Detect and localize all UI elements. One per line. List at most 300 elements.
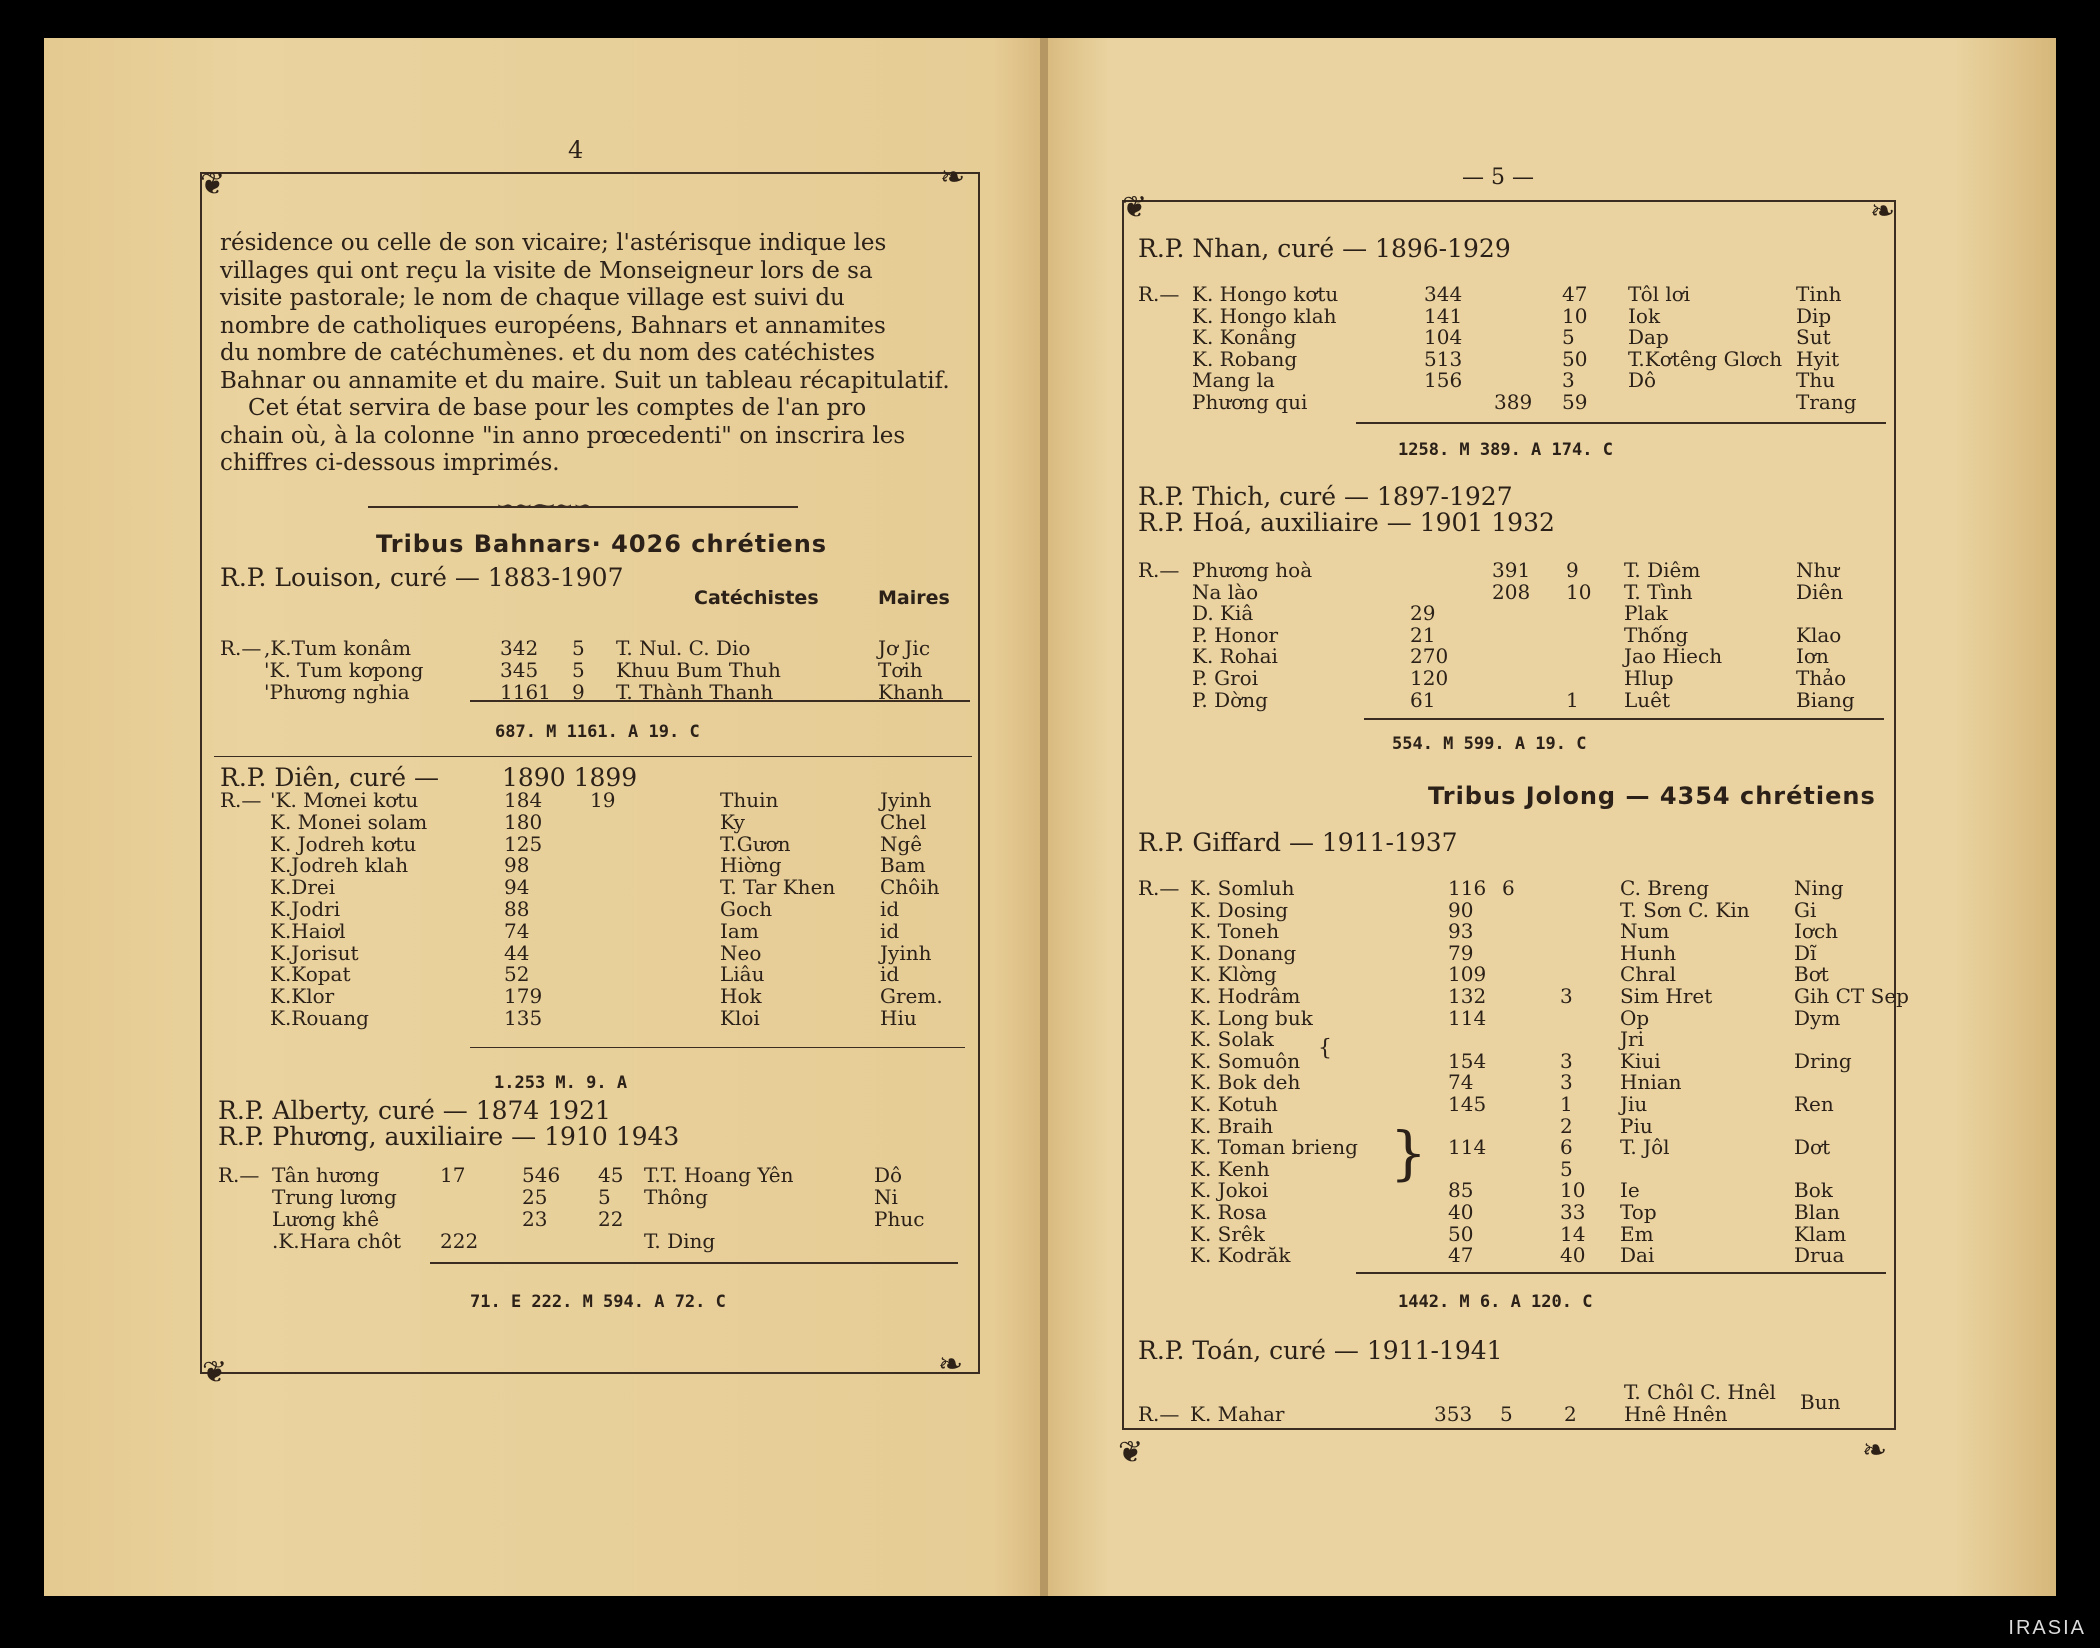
cell-a: 180 <box>504 809 543 834</box>
cell-cat: Piu <box>1620 1113 1653 1138</box>
cell-cat: T. Tar Khen <box>720 875 836 900</box>
table-row <box>0 1178 2100 1203</box>
cell-cat: Neo <box>720 940 762 965</box>
cell-maire: Dring <box>1794 1048 1852 1073</box>
cell-maire: Tơih <box>878 658 923 682</box>
corner-ornament-icon: ❧ <box>940 160 966 195</box>
cell-c: 33 <box>1560 1200 1586 1224</box>
cell-village: K. Monei solam <box>270 809 428 834</box>
cell-b: 19 <box>590 788 616 812</box>
cell-cat: T.T. Hoang Yên <box>644 1163 794 1187</box>
column-header-catechistes: Catéchistes <box>694 587 819 609</box>
intro-line: résidence ou celle de son vicaire; l'astérisque indique les <box>220 230 887 256</box>
table-row <box>0 898 2100 920</box>
table-row <box>0 368 2100 390</box>
cell-maire: Tinh <box>1796 282 1842 306</box>
cell-village: K. Konâng <box>1192 325 1297 349</box>
table-row <box>0 1380 2100 1426</box>
cell-cat: Ky <box>720 809 745 834</box>
section-total: 1442. M 6. A 120. C <box>1398 1292 1593 1312</box>
cell-cat: Luêt <box>1624 687 1671 712</box>
table-row <box>0 1114 2100 1136</box>
cell-cat: T.Gươn <box>720 831 791 856</box>
cell-a: 114 <box>1448 1135 1487 1160</box>
watermark: IRASIA <box>2008 1617 2086 1639</box>
table-row <box>0 304 2100 326</box>
intro-line: nombre de catholiques européens, Bahnars et annamites <box>220 312 886 339</box>
cell-maire: Chôih <box>880 875 940 900</box>
cell-village: K. Hongo kơtu <box>1192 282 1339 306</box>
cell-a: 44 <box>504 940 530 965</box>
cell-c: 3 <box>1560 1048 1573 1073</box>
table-row <box>0 1027 2100 1052</box>
cell-cat: Hok <box>720 984 762 1009</box>
cell-a: 135 <box>504 1006 543 1030</box>
section-header: R.P. Giffard — 1911-1937 <box>1138 828 1458 857</box>
cell-c: 2 <box>1560 1113 1573 1138</box>
section-total: 71. E 222. M 594. A 72. C <box>470 1292 726 1312</box>
cell-cat: Dô <box>1628 368 1657 392</box>
cell-a: 120 <box>1410 666 1449 690</box>
cell-maire: Iơch <box>1794 919 1839 944</box>
cell-cat: Dap <box>1628 325 1669 349</box>
cell-pre: R.— <box>220 788 262 812</box>
cell-a: 125 <box>504 831 543 856</box>
cell-village: K. Kotuh <box>1190 1092 1278 1116</box>
table-row <box>0 1200 2100 1222</box>
cell-cat: Thống <box>1624 622 1689 647</box>
cell-maire: Blan <box>1794 1200 1840 1224</box>
cell-village: Mang la <box>1192 368 1275 392</box>
cell-village: K.Drei <box>270 875 336 900</box>
table-row <box>0 623 2100 645</box>
cell-cat: T. Sơn C. Kin <box>1620 897 1750 922</box>
brace-mark: { <box>1318 1036 1332 1061</box>
cell-c: 3 <box>1562 368 1575 392</box>
cell-maire: Bok <box>1794 1178 1833 1203</box>
cell-a: 345 <box>500 658 539 682</box>
cell-village: P. Groi <box>1192 666 1259 690</box>
cell-cat: Kloi <box>720 1006 760 1030</box>
cell-pre: R.— <box>220 636 262 660</box>
cell-c: 14 <box>1560 1221 1586 1246</box>
table-row <box>0 1157 2100 1179</box>
cell-village: K.Jodreh klah <box>270 853 409 878</box>
cell-maire: Sut <box>1796 325 1831 349</box>
cell-c: 40 <box>1560 1243 1586 1268</box>
cell-cat: Liâu <box>720 962 765 987</box>
cell-village: P. Dờng <box>1192 687 1268 712</box>
cell-a: 344 <box>1424 282 1463 306</box>
cell-c: 5 <box>1560 1156 1573 1181</box>
cell-c: 1 <box>1560 1092 1573 1116</box>
cell-cat: Top <box>1620 1200 1657 1224</box>
cell-b: 6 <box>1502 876 1515 900</box>
corner-ornament-icon: ❦ <box>1118 1435 1144 1470</box>
cell-village: Phương hoà <box>1192 558 1313 582</box>
cell-a: 270 <box>1410 644 1449 669</box>
cell-village: K. Mahar <box>1190 1402 1285 1426</box>
cell-village: K. Bok deh <box>1190 1070 1301 1095</box>
cell-c: 10 <box>1560 1178 1586 1203</box>
cell-a: 353 <box>1434 1402 1473 1426</box>
cell-b: 45 <box>598 1163 624 1187</box>
table-row <box>0 347 2100 369</box>
cell-a: 47 <box>1448 1243 1474 1268</box>
cell-cat: Thuin <box>720 788 779 812</box>
cell-a: 156 <box>1424 368 1463 392</box>
cell-cat: Jiu <box>1620 1092 1648 1116</box>
cell-a: 179 <box>504 984 543 1009</box>
intro-line: Cet état servira de base pour les comptes de l'an pro <box>248 395 867 421</box>
corner-ornament-icon: ❧ <box>1862 1433 1888 1468</box>
cell-maire: Jyinh <box>880 940 932 965</box>
cell-maire: Trang <box>1796 389 1857 414</box>
cell-village: K. Braih <box>1190 1113 1274 1138</box>
cell-b: 391 <box>1492 558 1531 582</box>
cell-village: ,K.Tum konâm <box>264 636 412 660</box>
cell-maire: Khanh <box>878 680 944 704</box>
cell-a: 109 <box>1448 962 1487 987</box>
cell-maire: Bun <box>1800 1390 1841 1414</box>
section-header: R.P. Hoá, auxiliaire — 1901 1932 <box>1138 508 1555 537</box>
table-row <box>0 1006 2100 1028</box>
section-header: R.P. Phương, auxiliaire — 1910 1943 <box>218 1122 680 1151</box>
cell-maire: Dĩ <box>1794 940 1817 965</box>
cell-maire: Klam <box>1794 1221 1847 1246</box>
section-header: R.P. Diên, curé — <box>220 763 440 792</box>
cell-b: 5 <box>572 658 585 682</box>
section-header: R.P. Alberty, curé — 1874 1921 <box>218 1096 611 1125</box>
cell-e: 222 <box>440 1229 479 1253</box>
cell-a: 74 <box>1448 1070 1474 1095</box>
cell-b: 22 <box>598 1207 624 1231</box>
cell-cat: Jri <box>1620 1027 1644 1052</box>
cell-a: 61 <box>1410 687 1436 712</box>
cell-cat: Jao Hiech <box>1624 644 1723 669</box>
cell-cat: Iam <box>720 918 759 943</box>
cell-cat: Num <box>1620 919 1670 944</box>
cell-c: 5 <box>1562 325 1575 349</box>
cell-cat: Tôl lơi <box>1628 282 1691 306</box>
cell-maire: Ren <box>1794 1092 1834 1116</box>
table-row <box>0 876 2100 898</box>
cell-cat: Hlup <box>1624 666 1674 690</box>
table-row <box>0 1092 2100 1114</box>
cell-a: 132 <box>1448 984 1487 1008</box>
cell-a: 98 <box>504 853 530 878</box>
cell-village: K. Solak <box>1190 1027 1274 1052</box>
cell-village: K. Toman brieng <box>1190 1135 1358 1160</box>
cell-village: K. Long buk <box>1190 1005 1313 1030</box>
cell-village: K.Kopat <box>270 962 351 987</box>
cell-cat: Hnian <box>1620 1070 1682 1095</box>
table-row <box>0 282 2100 304</box>
cell-maire: Phuc <box>874 1207 925 1231</box>
cell-village: K.Rouang <box>270 1006 369 1030</box>
cell-pre: R.— <box>1138 876 1180 900</box>
cell-maire: Jyinh <box>880 788 932 812</box>
brace-mark: } <box>1390 1119 1427 1187</box>
cell-a: 85 <box>1448 1178 1474 1203</box>
cell-maire: Diên <box>1796 579 1844 604</box>
cell-maire: Chel <box>880 809 927 834</box>
page-number-right: — 5 — <box>1462 165 1534 190</box>
cell-b: 5 <box>572 636 585 660</box>
intro-line: villages qui ont reçu la visite de Monseigneur lors de sa <box>220 257 873 284</box>
section-header-years: 1890 1899 <box>502 763 638 792</box>
page-number-left: 4 <box>568 136 584 164</box>
cell-cat: T. Nul. C. Dio <box>616 636 751 660</box>
cell-pre: R.— <box>1138 558 1180 582</box>
divider <box>1356 1272 1886 1274</box>
cell-village: .K.Hara chôt <box>272 1229 402 1253</box>
cell-a: 90 <box>1448 897 1474 922</box>
cell-a: 40 <box>1448 1200 1474 1224</box>
cell-maire: Dơt <box>1794 1135 1831 1160</box>
cell-pre: R.— <box>218 1163 260 1187</box>
cell-c: 10 <box>1566 579 1592 604</box>
corner-ornament-icon: ❦ <box>202 1355 228 1390</box>
cell-cat: Chral <box>1620 962 1677 987</box>
cell-c: 50 <box>1562 346 1588 371</box>
table-row <box>0 1070 2100 1095</box>
cell-a: 342 <box>500 636 539 660</box>
cell-maire: Ni <box>874 1185 898 1209</box>
corner-ornament-icon: ❦ <box>1122 190 1148 225</box>
swash-ornament-icon: ∽∼⁓∼∽ <box>496 494 592 519</box>
table-row <box>0 1222 2100 1244</box>
cell-cat: T. Jôl <box>1620 1135 1670 1160</box>
cell-cat: Ie <box>1620 1178 1640 1203</box>
cell-cat: T. Ding <box>644 1229 716 1253</box>
section-header: R.P. Nhan, curé — 1896-1929 <box>1138 234 1511 263</box>
column-header-maires: Maires <box>878 587 950 609</box>
divider <box>1356 422 1886 424</box>
section-header: R.P. Toán, curé — 1911-1941 <box>1138 1336 1503 1365</box>
table-row <box>0 919 2100 944</box>
cell-village: K. Toneh <box>1190 919 1280 944</box>
table-row <box>0 580 2100 602</box>
cell-village: K. Somuôn <box>1190 1048 1301 1073</box>
cell-b: 389 <box>1494 389 1533 414</box>
cell-village: K. Jodreh kơtu <box>270 831 417 856</box>
cell-a: 25 <box>522 1185 548 1209</box>
cell-cat: Em <box>1620 1221 1654 1246</box>
intro-line: Bahnar ou annamite et du maire. Suit un tableau récapitulatif. <box>220 367 950 394</box>
cell-village: 'K. Tum kơpong <box>264 658 424 682</box>
table-row <box>0 941 2100 963</box>
cell-village: K. Donang <box>1190 940 1297 965</box>
divider <box>214 756 972 757</box>
intro-line: visite pastorale; le nom de chaque village est suivi du <box>220 285 845 311</box>
cell-maire: Bơt <box>1794 962 1829 987</box>
cell-c: 47 <box>1562 282 1588 306</box>
section-total: 554. M 599. A 19. C <box>1392 734 1587 754</box>
cell-a: 114 <box>1448 1005 1487 1030</box>
cell-village: K. Kodrăk <box>1190 1243 1291 1268</box>
table-row <box>0 558 2100 580</box>
cell-b: 5 <box>1500 1402 1513 1426</box>
table-row <box>0 1243 2100 1268</box>
cell-maire: Klao <box>1796 622 1842 647</box>
cell-cat: Goch <box>720 897 773 921</box>
cell-maire: Gih CT Sep <box>1794 984 1909 1008</box>
cell-cat: Iok <box>1628 303 1661 328</box>
table-row <box>0 1049 2100 1071</box>
cell-c: 10 <box>1562 303 1588 328</box>
cell-cat: T. Diêm <box>1624 558 1701 582</box>
cell-maire: Jơ Jic <box>878 636 931 660</box>
cell-cat: Sim Hret <box>1620 984 1713 1008</box>
section-total: 1258. M 389. A 174. C <box>1398 440 1613 460</box>
cell-a: 74 <box>504 918 530 943</box>
cell-maire: Ning <box>1794 876 1844 900</box>
cell-c: 1 <box>1566 687 1579 712</box>
cell-a: 145 <box>1448 1092 1487 1116</box>
cell-maire: Ngê <box>880 831 923 856</box>
table-row <box>0 601 2100 626</box>
cell-village: K. Robang <box>1192 346 1298 371</box>
cell-a: 546 <box>522 1163 561 1187</box>
cell-maire: id <box>880 918 900 943</box>
cell-a: 50 <box>1448 1221 1474 1246</box>
cell-b: 5 <box>598 1185 611 1209</box>
intro-line: du nombre de catéchumènes. et du nom des catéchistes <box>220 340 876 366</box>
cell-cat: T. Chôl C. Hnêl <box>1624 1380 1776 1404</box>
cell-b: 208 <box>1492 579 1531 604</box>
cell-pre: R.— <box>1138 1402 1180 1426</box>
cell-a: 88 <box>504 897 530 921</box>
cell-village: D. Kiâ <box>1192 601 1254 626</box>
cell-village: K. Klờng <box>1190 962 1277 987</box>
cell-a: 93 <box>1448 919 1474 944</box>
cell-a: 1161 <box>500 680 551 704</box>
cell-maire: Bam <box>880 853 926 878</box>
cell-a: 29 <box>1410 601 1436 626</box>
cell-village: Phương qui <box>1192 389 1308 414</box>
cell-a: 79 <box>1448 940 1474 965</box>
cell-maire: Biang <box>1796 687 1855 712</box>
cell-a: 184 <box>504 788 543 812</box>
cell-a: 141 <box>1424 303 1463 328</box>
cell-pre: R.— <box>1138 282 1180 306</box>
intro-line: chiffres ci-dessous imprimés. <box>220 450 560 476</box>
cell-maire: Grem. <box>880 984 943 1009</box>
cell-village: K. Hongo klah <box>1192 303 1337 328</box>
cell-a: 513 <box>1424 346 1463 371</box>
cell-a: 94 <box>504 875 530 900</box>
table-row <box>0 390 2100 412</box>
cell-village: 'K. Mơnei kơtu <box>270 788 419 812</box>
cell-village: K. Rosa <box>1190 1200 1267 1224</box>
section-header: R.P. Thich, curé — 1897-1927 <box>1138 482 1513 511</box>
cell-maire: id <box>880 897 900 921</box>
cell-a: 116 <box>1448 876 1487 900</box>
cell-maire: Thảo <box>1796 666 1847 690</box>
cell-maire: Hiu <box>880 1006 917 1030</box>
cell-village: Na lào <box>1192 579 1259 604</box>
cell-maire: Thu <box>1796 368 1836 392</box>
cell-maire: Dym <box>1794 1005 1841 1030</box>
cell-c: 6 <box>1560 1135 1573 1160</box>
cell-maire: id <box>880 962 900 987</box>
cell-village: Tân hương <box>272 1163 380 1187</box>
cell-cat: Op <box>1620 1005 1650 1030</box>
cell-village: 'Phương nghia <box>264 680 410 704</box>
cell-e: 17 <box>440 1163 466 1187</box>
cell-a: 52 <box>504 962 530 987</box>
cell-a: 154 <box>1448 1048 1487 1073</box>
table-row <box>0 688 2100 710</box>
cell-maire: Dô <box>874 1163 903 1187</box>
cell-village: K. Kenh <box>1190 1156 1270 1181</box>
cell-village: K.Jodri <box>270 897 341 921</box>
corner-ornament-icon: ❦ <box>200 167 226 202</box>
cell-cat: Hunh <box>1620 940 1677 965</box>
cell-village: K. Rohai <box>1192 644 1278 669</box>
cell-cat: Plak <box>1624 601 1668 626</box>
cell-maire: Như <box>1796 558 1840 582</box>
cell-cat: Hiờng <box>720 853 782 878</box>
cell-village: P. Honor <box>1192 622 1279 647</box>
cell-maire: Hyit <box>1796 346 1840 371</box>
cell-cat: T.Kơtêng Glơch <box>1628 346 1783 371</box>
cell-a: 21 <box>1410 622 1436 647</box>
tribe-heading: Tribus Jolong — 4354 chrétiens <box>1428 782 1876 810</box>
section-total: 687. M 1161. A 19. C <box>495 722 700 742</box>
intro-line: chain où, à la colonne "in anno prœcedenti" on inscrira les <box>220 422 906 449</box>
cell-maire: Gi <box>1794 897 1817 922</box>
cell-c: 3 <box>1560 1070 1573 1095</box>
cell-c: 3 <box>1560 984 1573 1008</box>
cell-maire: Iơn <box>1796 644 1829 669</box>
cell-c: 9 <box>1566 558 1579 582</box>
cell-cat: Thông <box>644 1185 708 1209</box>
cell-cat: Hnê Hnên <box>1624 1402 1728 1426</box>
cell-cat: Kiui <box>1620 1048 1661 1073</box>
cell-a: 104 <box>1424 325 1463 349</box>
cell-cat: Dai <box>1620 1243 1655 1268</box>
cell-cat: C. Breng <box>1620 876 1710 900</box>
cell-village: K.Haiơl <box>270 918 346 943</box>
cell-village: K. Srêk <box>1190 1221 1265 1246</box>
cell-village: K. Hodrâm <box>1190 984 1301 1008</box>
cell-maire: Dip <box>1796 303 1832 328</box>
table-row <box>0 962 2100 987</box>
section-total: 1.253 M. 9. A <box>494 1073 628 1093</box>
cell-village: K. Dosing <box>1190 897 1289 922</box>
corner-ornament-icon: ❧ <box>1870 194 1896 229</box>
cell-village: Trung lương <box>272 1185 397 1209</box>
cell-cat: Khuu Bum Thuh <box>616 658 781 682</box>
cell-village: K. Jokoi <box>1190 1178 1269 1203</box>
cell-village: K.Jorisut <box>270 940 359 965</box>
table-row <box>0 644 2100 669</box>
corner-ornament-icon: ❧ <box>938 1347 964 1382</box>
table-row <box>0 325 2100 347</box>
cell-b: 9 <box>572 680 585 704</box>
cell-c: 59 <box>1562 389 1588 414</box>
cell-maire: Drua <box>1794 1243 1845 1268</box>
divider <box>1364 718 1884 720</box>
tribe-heading: Tribus Bahnars· 4026 chrétiens <box>376 530 828 558</box>
table-row <box>0 666 2100 688</box>
cell-cat: T. Tình <box>1624 579 1693 604</box>
cell-village: K.Klor <box>270 984 335 1009</box>
cell-cat: T. Thành Thanh <box>616 680 774 704</box>
table-row <box>0 984 2100 1009</box>
